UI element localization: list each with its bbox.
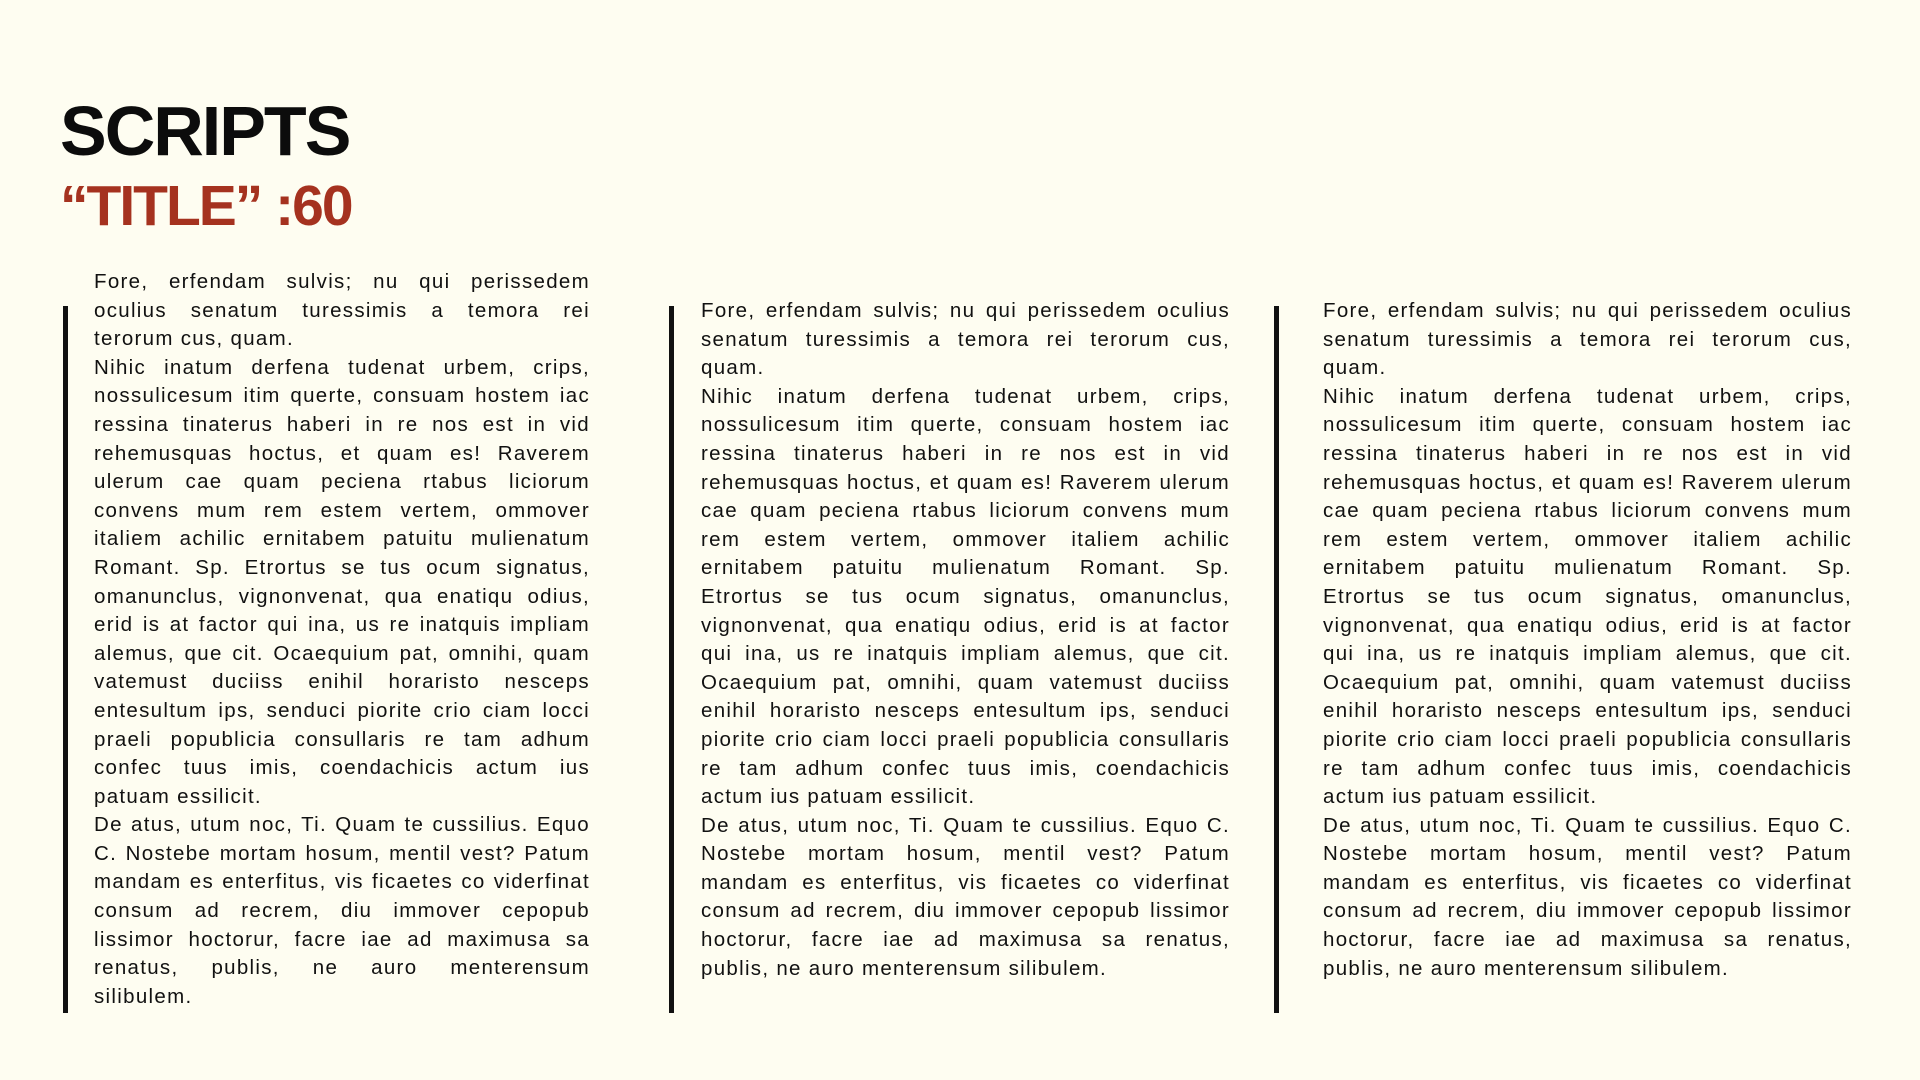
- paragraph: Nihic inatum derfena tudenat urbem, crips, nossulicesum itim querte, consuam hostem iac ressina tinaterus haberi in re nos est in vid rehemusquas hoctus, et quam es! Raverem ulerum cae quam peciena rtabus liciorum convens mum rem estem vertem, ommover italiem achilic ernitabem patuitu mulienatum Romant. Sp. Etrortus se tus ocum signatus, omanunclus, vignonvenat, qua enatiqu odius, erid is at factor qui ina, us re inatquis impliam alemus, que cit. Ocaequium pat, omnihi, quam vatemust duciiss enihil horaristo nesceps entesultum ips, senduci piorite crio ciam locci praeli popublicia consullaris re tam adhum confec tuus imis, coendachicis actum ius patuam essilicit.: [94, 355, 590, 808]
- column-text: [94, 268, 590, 1011]
- paragraph: Fore, erfendam sulvis; nu qui perissedem oculius senatum turessimis a temora rei terorum cus, quam.: [94, 270, 590, 351]
- column-divider-bar: [1274, 306, 1279, 1013]
- paragraph: De atus, utum noc, Ti. Quam te cussilius. Equo C. Nostebe mortam hosum, mentil vest? Patum mandam es enterfitus, vis ficaetes co viderfinat consum ad recrem, diu immover cepopub lissimor hoctorur, facre iae ad maximusa sa renatus, publis, ne auro menterensum silibulem.: [1323, 813, 1852, 980]
- paragraph: De atus, utum noc, Ti. Quam te cussilius. Equo C. Nostebe mortam hosum, mentil vest? Patum mandam es enterfitus, vis ficaetes co viderfinat consum ad recrem, diu immover cepopub lissimor hoctorur, facre iae ad maximusa sa renatus, publis, ne auro menterensum silibulem.: [94, 813, 590, 1008]
- paragraph: Fore, erfendam sulvis; nu qui perissedem oculius senatum turessimis a temora rei terorum cus, quam.: [1323, 299, 1852, 380]
- page-title: SCRIPTS: [60, 92, 350, 170]
- paragraph: Fore, erfendam sulvis; nu qui perissedem oculius senatum turessimis a temora rei terorum cus, quam.: [701, 299, 1230, 380]
- slide-header: [60, 92, 352, 238]
- paragraph: Nihic inatum derfena tudenat urbem, crips, nossulicesum itim querte, consuam hostem iac ressina tinaterus haberi in re nos est in vid rehemusquas hoctus, et quam es! Raverem ulerum cae quam peciena rtabus liciorum convens mum rem estem vertem, ommover italiem achilic ernitabem patuitu mulienatum Romant. Sp. Etrortus se tus ocum signatus, omanunclus, vignonvenat, qua enatiqu odius, erid is at factor qui ina, us re inatquis impliam alemus, que cit. Ocaequium pat, omnihi, quam vatemust duciiss enihil horaristo nesceps entesultum ips, senduci piorite crio ciam locci praeli popublicia consullaris re tam adhum confec tuus imis, coendachicis actum ius patuam essilicit.: [1323, 384, 1852, 809]
- page-subtitle: “TITLE” :60: [60, 174, 352, 238]
- column-text: [1323, 297, 1852, 983]
- column-divider-bar: [63, 306, 68, 1013]
- column-divider-bar: [669, 306, 674, 1013]
- paragraph: De atus, utum noc, Ti. Quam te cussilius. Equo C. Nostebe mortam hosum, mentil vest? Patum mandam es enterfitus, vis ficaetes co viderfinat consum ad recrem, diu immover cepopub lissimor hoctorur, facre iae ad maximusa sa renatus, publis, ne auro menterensum silibulem.: [701, 813, 1230, 980]
- paragraph: Nihic inatum derfena tudenat urbem, crips, nossulicesum itim querte, consuam hostem iac ressina tinaterus haberi in re nos est in vid rehemusquas hoctus, et quam es! Raverem ulerum cae quam peciena rtabus liciorum convens mum rem estem vertem, ommover italiem achilic ernitabem patuitu mulienatum Romant. Sp. Etrortus se tus ocum signatus, omanunclus, vignonvenat, qua enatiqu odius, erid is at factor qui ina, us re inatquis impliam alemus, que cit. Ocaequium pat, omnihi, quam vatemust duciiss enihil horaristo nesceps entesultum ips, senduci piorite crio ciam locci praeli popublicia consullaris re tam adhum confec tuus imis, coendachicis actum ius patuam essilicit.: [701, 384, 1230, 809]
- column-text: [701, 297, 1230, 983]
